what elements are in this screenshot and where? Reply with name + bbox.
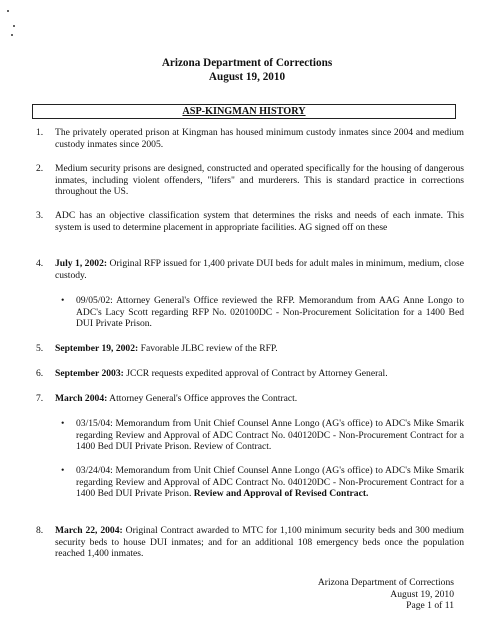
section-heading-box [32,104,456,119]
footer-date: August 19, 2010 [390,588,454,600]
item-text [55,343,464,355]
bullet-text: 09/05/02: Attorney General's Office reviewed the RFP. Memorandum from AAG Anne Longo to ADC's Lacy Scott regarding RFP No. 020100DC - Non-Procurement Solicitation for a 1400 Bed DUI Private Prison. [76,295,464,329]
scan-speck [7,10,9,12]
item-date: September 2003: [55,368,124,379]
bullet-icon: • [61,295,65,306]
bullet-emphasis: Review and Approval of Revised Contract. [191,488,369,499]
item-body: Original RFP issued for 1,400 private DUI beds for adult males in minimum, medium, close custody. [55,258,464,281]
item-number: 8. [36,525,44,536]
item-body: Favorable JLBC review of the RFP. [138,343,278,354]
item-body: Attorney General's Office approves the Contract. [107,393,298,404]
footer-page-number: Page 1 of 11 [406,600,454,611]
section-title: ASP-KINGMAN HISTORY [182,106,306,117]
item-body: JCCR requests expedited approval of Contract by Attorney General. [123,368,388,379]
item-number: 3. [36,210,44,221]
page-footer [318,577,454,612]
bullet-text [76,465,464,500]
bullet-text: 03/15/04: Memorandum from Unit Chief Counsel Anne Longo (AG's office) to ADC's Mike Smarik regarding Review and Approval of ADC Contract No. 040120DC - Non-Procurement Contract for a 1400 Bed DUI Private Prison. Review of Contract. [76,418,464,452]
item-text [55,393,464,405]
bullet-body: 03/24/04: Memorandum from Unit Chief Counsel Anne Longo (AG's office) to ADC's Mike Smarik regarding Review and Approval of ADC Contract No. 040120DC - Non-Procurement Contract for a 1400 Bed DUI Private Prison. [76,465,464,499]
item-text: ADC has an objective classification system that determines the risks and needs of each inmate. This system is used to determine placement in appropriate facilities. AG signed off on these [55,210,464,233]
scan-speck [11,34,13,36]
item-text [55,258,464,281]
item-body: Original Contract awarded to MTC for 1,100 minimum security beds and 300 medium security beds to house DUI inmates; and for an additional 108 emergency beds once the population reached 1,400 inmates. [55,525,465,559]
bullet-icon: • [61,418,65,429]
scan-speck [13,25,15,27]
item-number: 2. [36,163,44,174]
header-title: Arizona Department of Corrections [161,57,333,69]
item-number: 5. [36,343,44,354]
item-text: The privately operated prison at Kingman has housed minimum custody inmates since 2004 and medium custody inmates since 2005. [55,127,464,150]
item-text: Medium security prisons are designed, constructed and operated specifically for the housing of dangerous inmates, including violent offenders, "lifers" and murderers. This is standard practice in corrections throughout the US. [55,163,464,197]
footer-org: Arizona Department of Corrections [317,577,454,588]
item-text [55,525,464,560]
item-number: 6. [36,368,44,379]
bullet-icon: • [61,465,65,476]
item-number: 1. [36,127,44,138]
item-date: July 1, 2002: [55,258,108,269]
item-number: 7. [36,393,44,404]
item-date: March 22, 2004: [55,525,123,536]
document-header [0,56,494,84]
item-date: September 19, 2002: [55,343,139,354]
header-date: August 19, 2010 [208,71,286,83]
item-date: March 2004: [55,393,108,404]
item-number: 4. [36,258,44,269]
item-text [55,368,464,380]
